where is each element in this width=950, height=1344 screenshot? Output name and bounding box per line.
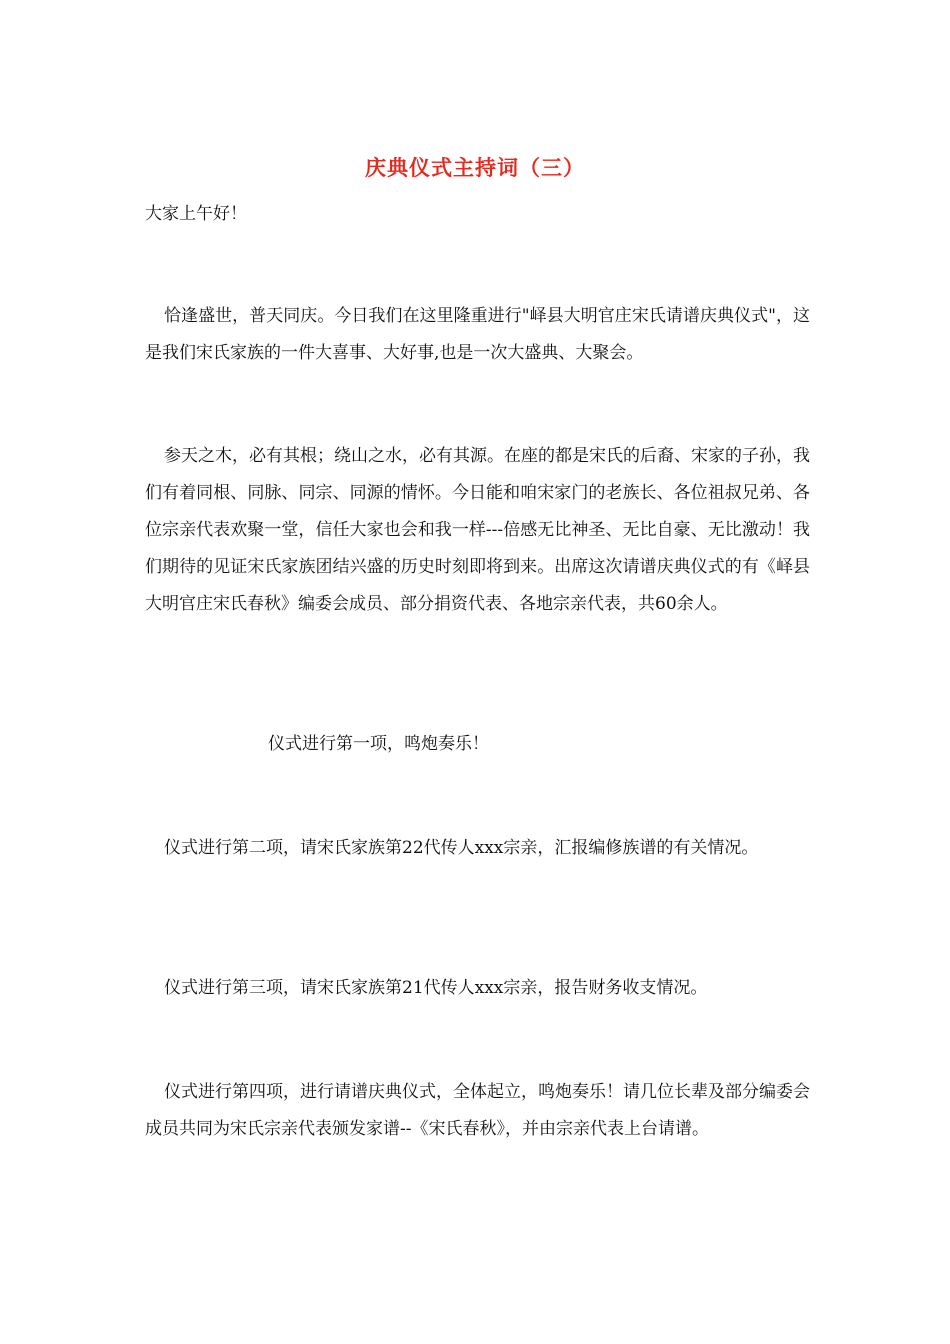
ceremony-step-4: 仪式进行第四项，进行请谱庆典仪式，全体起立，鸣炮奏乐！请几位长辈及部分编委会成员共同为宋氏宗亲代表颁发家谱--《宋氏春秋》，并由宗亲代表上台请谱。 [145,1082,810,1139]
greeting-paragraph: 大家上午好！ [145,204,247,224]
ceremony-step-1: 仪式进行第一项，鸣炮奏乐！ [268,734,489,754]
opening-paragraph: 恰逢盛世，普天同庆。今日我们在这里隆重进行"峄县大明官庄宋氏请谱庆典仪式"，这是我们宋氏家族的一件大喜事、大好事,也是一次大盛典、大聚会。 [145,306,810,363]
document-title: 庆典仪式主持词（三） [365,156,585,180]
ceremony-step-3: 仪式进行第三项，请宋氏家族第21代传人xxx宗亲，报告财务收支情况。 [164,978,708,998]
ancestry-paragraph: 参天之木，必有其根；绕山之水，必有其源。在座的都是宋氏的后裔、宋家的子孙，我们有着同根、同脉、同宗、同源的情怀。今日能和咱宋家门的老族长、各位祖叔兄弟、各位宗亲代表欢聚一堂，信任大家也会和我一样---倍感无比神圣、无比自豪、无比激动！我们期待的见证宋氏家族团结兴盛的历史时刻即将到来。出席这次请谱庆典仪式的有《峄县大明官庄宋氏春秋》编委会成员、部分捐资代表、各地宗亲代表，共60余人。 [145,446,810,614]
ceremony-step-2: 仪式进行第二项，请宋氏家族第22代传人xxx宗亲，汇报编修族谱的有关情况。 [164,838,759,858]
